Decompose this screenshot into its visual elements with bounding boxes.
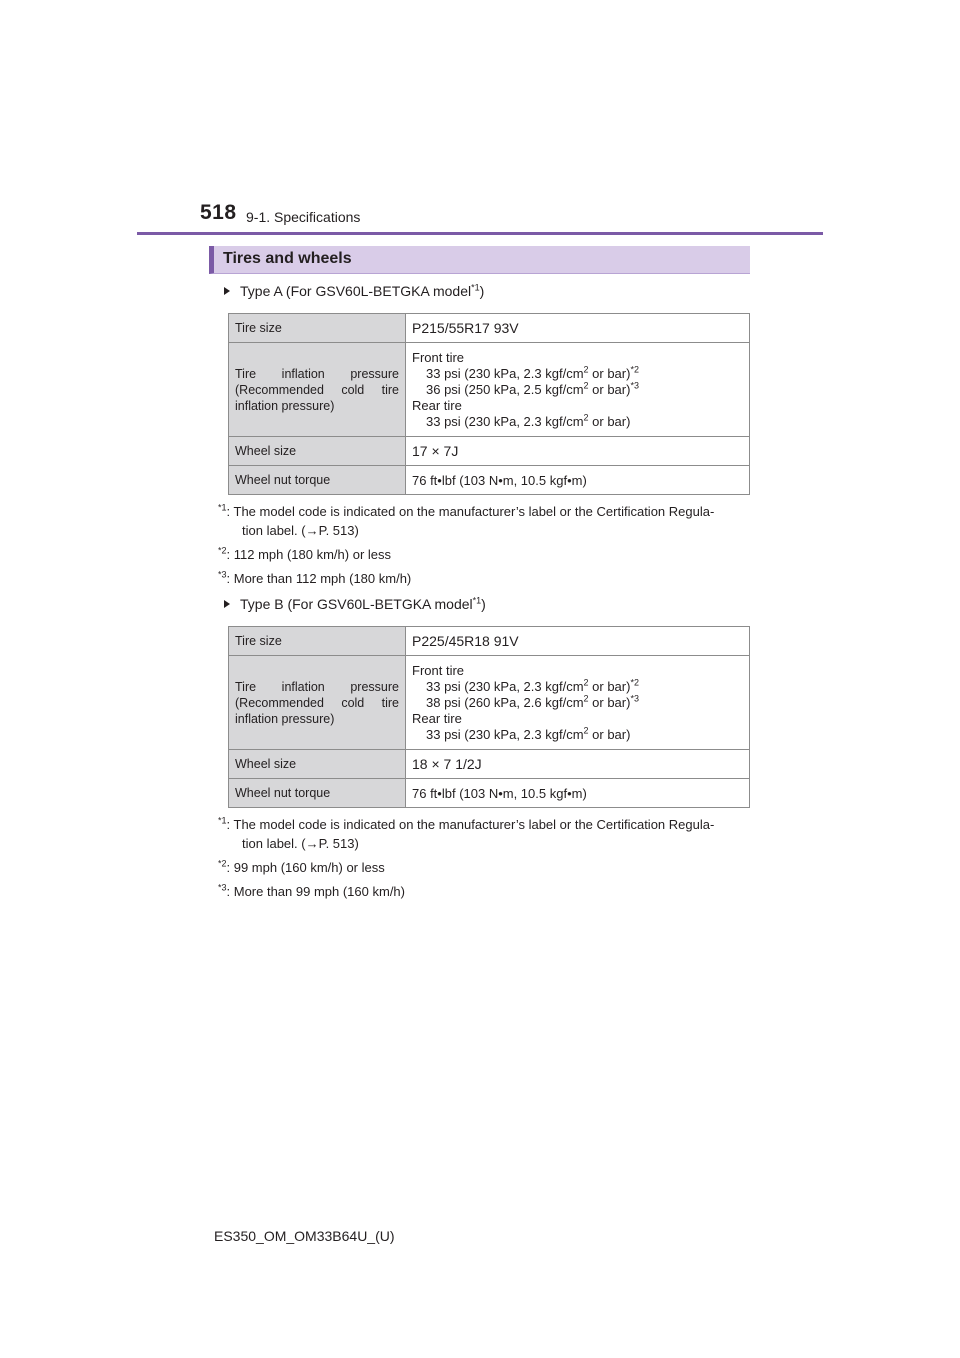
section-title-bar <box>209 246 750 274</box>
tire-size-value: P225/45R18 91V <box>406 627 750 656</box>
section-label: 9-1. Specifications <box>246 209 361 225</box>
tire-pressure-value: Front tire 33 psi (230 kPa, 2.3 kgf/$cm^2$ or bar)$^{*2}$ 38 psi (260 kPa, 2.6 kgf/$cm^2$ or bar)$^{*3}$ Rear tire 33 psi (230 kPa, 2.3 kgf/$cm^2$ or bar) <box>406 656 750 750</box>
wheel-size-value: 17 × 7J <box>406 437 750 466</box>
table-row <box>229 314 750 343</box>
page-number: 518 <box>200 201 237 224</box>
wheel-nut-torque-value: 76 ft•lbf (103 N•m, 10.5 kgf•m) <box>406 466 750 495</box>
type-a-footnotes <box>218 502 714 588</box>
tire-pressure-label: Tire inflation pressure (Recommended cold tire inflation pressure) <box>229 343 406 437</box>
section-title: Tires and wheels <box>223 250 352 267</box>
table-row <box>229 466 750 495</box>
tire-pressure-value: Front tire 33 psi (230 kPa, 2.3 kgf/$cm^2$ or bar)$^{*2}$ 36 psi (250 kPa, 2.5 kgf/$cm^2$ or bar)$^{*3}$ Rear tire 33 psi (230 kPa, 2.3 kgf/$cm^2$ or bar) <box>406 343 750 437</box>
type-a-spec-table <box>228 313 750 495</box>
wheel-nut-torque-value: 76 ft•lbf (103 N•m, 10.5 kgf•m) <box>406 779 750 808</box>
wheel-nut-torque-label: Wheel nut torque <box>229 466 406 495</box>
table-row <box>229 343 750 437</box>
footnote-1-continued: tion label. (→P. 513) <box>242 523 359 538</box>
table-row <box>229 437 750 466</box>
wheel-size-value: 18 × 7 1/2J <box>406 750 750 779</box>
footnote-3: $^{*3}$: More than 99 mph (160 km/h) <box>218 882 405 899</box>
footnote-2: $^{*2}$: 99 mph (160 km/h) or less <box>218 858 385 875</box>
tire-pressure-label: Tire inflation pressure (Recommended cold tire inflation pressure) <box>229 656 406 750</box>
table-row <box>229 656 750 750</box>
triangle-bullet-icon <box>224 287 230 295</box>
footnote-3: $^{*3}$: More than 112 mph (180 km/h) <box>218 569 412 586</box>
footnote-1-continued: tion label. (→P. 513) <box>242 836 359 851</box>
document-code-footer: ES350_OM_OM33B64U_(U) <box>214 1228 395 1244</box>
type-a-heading: Type A (For GSV60L-BETGKA model$^{*1}$) <box>224 283 484 299</box>
footnote-1: $^{*1}$: The model code is indicated on the manufacturer’s label or the Certification Regula- <box>218 502 715 519</box>
tire-size-label: Tire size <box>229 627 406 656</box>
wheel-nut-torque-label: Wheel nut torque <box>229 779 406 808</box>
tire-size-value: P215/55R17 93V <box>406 314 750 343</box>
table-row <box>229 779 750 808</box>
tire-size-label: Tire size <box>229 314 406 343</box>
header-rule <box>137 232 823 235</box>
triangle-bullet-icon <box>224 600 230 608</box>
table-row <box>229 627 750 656</box>
footnote-1: $^{*1}$: The model code is indicated on the manufacturer’s label or the Certification Regula- <box>218 815 715 832</box>
type-b-heading: Type B (For GSV60L-BETGKA model$^{*1}$) <box>224 596 486 612</box>
type-b-spec-table <box>228 626 750 808</box>
footnote-2: $^{*2}$: 112 mph (180 km/h) or less <box>218 545 392 562</box>
wheel-size-label: Wheel size <box>229 437 406 466</box>
type-b-footnotes <box>218 815 714 901</box>
table-row <box>229 750 750 779</box>
wheel-size-label: Wheel size <box>229 750 406 779</box>
